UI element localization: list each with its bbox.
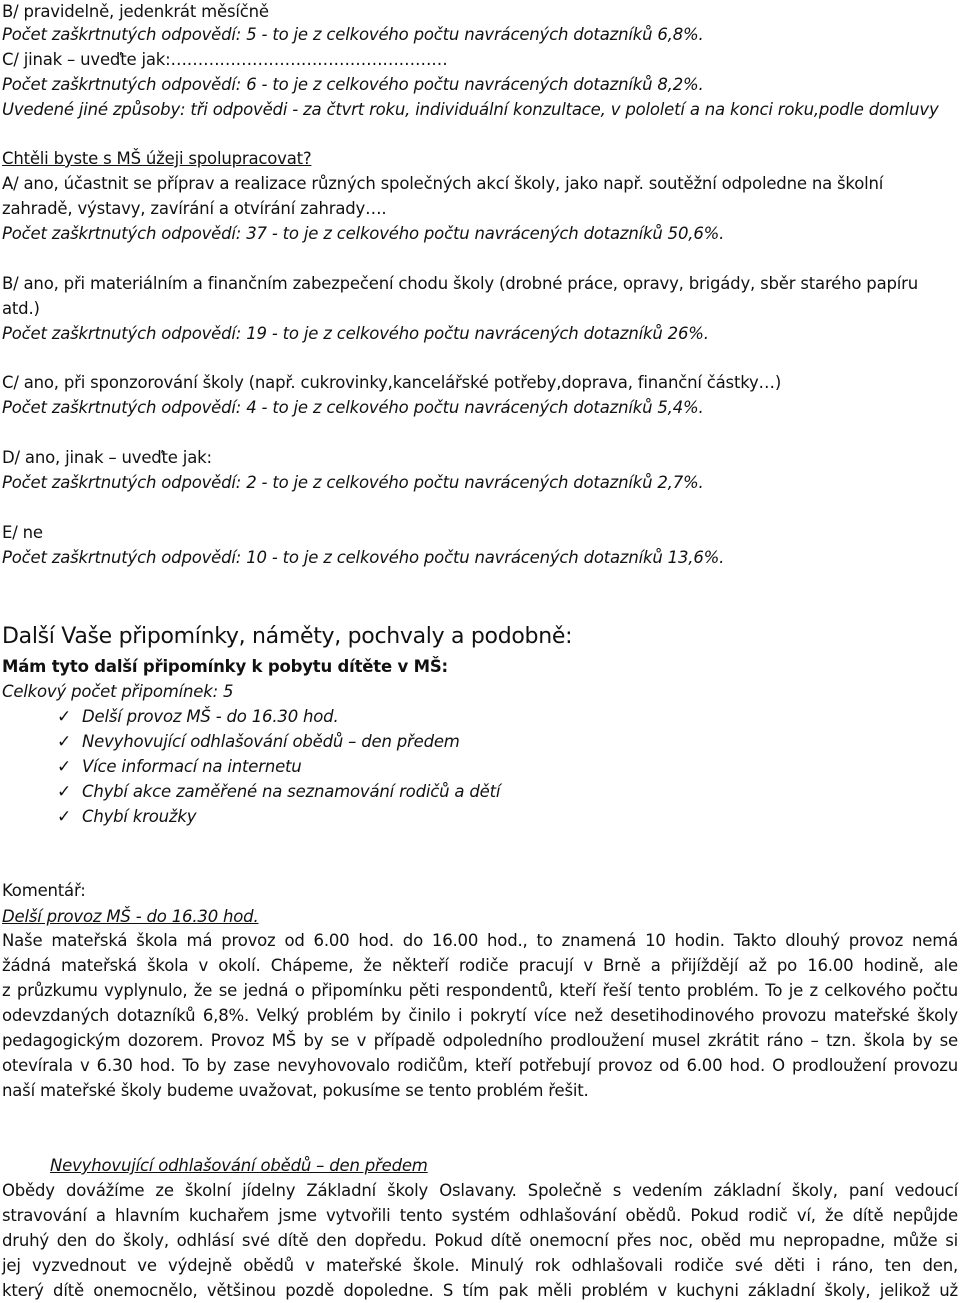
list-item: Delší provoz MŠ - do 16.30 hod. <box>82 707 339 726</box>
answer-b-line-1: B/ ano, při materiálním a finančním zabezpečení chodu školy (drobné práce, opravy, brigády, sběr starého papíru <box>2 274 918 293</box>
check-icon: ✓ <box>57 807 72 827</box>
paragraph-line: naší mateřské školy budeme uvažovat, pokusíme se tento problém řešit. <box>2 1081 589 1100</box>
list-item: Nevyhovující odhlašování obědů – den předem <box>82 732 460 751</box>
check-icon: ✓ <box>57 782 72 802</box>
paragraph-line: druhý den do školy, odhlásí své dítě den dopředu. Pokud dítě onemocní přes noc, oběd mu nepropadne, může si <box>2 1231 958 1250</box>
answer-c-count: Počet zaškrtnutých odpovědí: 4 - to je z celkového počtu navrácených dotazníků 5,4%. <box>2 398 704 417</box>
option-b-line: B/ pravidelně, jedenkrát měsíčně <box>2 2 269 21</box>
answer-e-line: E/ ne <box>2 523 43 542</box>
answer-d-count: Počet zaškrtnutých odpovědí: 2 - to je z celkového počtu navrácených dotazníků 2,7%. <box>2 473 704 492</box>
remarks-subheading: Mám tyto další připomínky k pobytu dítěte v MŠ: <box>2 657 448 676</box>
comment-topic-1: Delší provoz MŠ - do 16.30 hod. <box>2 907 259 926</box>
answer-d-line: D/ ano, jinak – uveďte jak: <box>2 448 212 467</box>
check-icon: ✓ <box>57 732 72 752</box>
count-c-line: Počet zaškrtnutých odpovědí: 6 - to je z celkového počtu navrácených dotazníků 8,2%. <box>2 75 704 94</box>
paragraph-line: který dítě onemocnělo, většinou pozdě dopoledne. S tím pak měli problém v kuchyni základní školy, jelikož už <box>2 1281 958 1300</box>
question-title: Chtěli byste s MŠ úžeji spolupracovat? <box>2 149 312 168</box>
list-item: Chybí kroužky <box>82 807 197 826</box>
paragraph-line: otevírala v 6.30 hod. To by zase nevyhovovalo rodičům, kteří potřebují provoz od 6.00 hod. O prodloužení provozu <box>2 1056 958 1075</box>
answer-e-count: Počet zaškrtnutých odpovědí: 10 - to je z celkového počtu navrácených dotazníků 13,6%. <box>2 548 725 567</box>
comment-label: Komentář: <box>2 881 86 900</box>
answer-b-line-2: atd.) <box>2 299 40 318</box>
answer-a-line-2: zahradě, výstavy, zavírání a otvírání zahrady…. <box>2 199 387 218</box>
answer-a-count: Počet zaškrtnutých odpovědí: 37 - to je z celkového počtu navrácených dotazníků 50,6%. <box>2 224 725 243</box>
paragraph-line: odevzdaných dotazníků 6,8%. Velký problém by činilo i pokrytí více než desetihodinového provozu mateřské školy <box>2 1006 958 1025</box>
check-icon: ✓ <box>57 707 72 727</box>
list-item: Chybí akce zaměřené na seznamování rodičů a dětí <box>82 782 501 801</box>
remarks-heading: Další Vaše připomínky, náměty, pochvaly a podobně: <box>2 624 573 649</box>
paragraph-line: stravování a hlavním kuchařem jsme vytvořili tento systém odhlašování obědů. Pokud rodič ví, že dítě nepůjde <box>2 1206 958 1225</box>
answer-c-line: C/ ano, při sponzorování školy (např. cukrovinky,kancelářské potřeby,doprava, finanční částky…) <box>2 373 782 392</box>
answer-a-line-1: A/ ano, účastnit se příprav a realizace různých společných akcí školy, jako např. soutěžní odpoledne na školní <box>2 174 884 193</box>
count-b-line: Počet zaškrtnutých odpovědí: 5 - to je z celkového počtu navrácených dotazníků 6,8%. <box>2 25 704 44</box>
paragraph-line: pedagogickým dozorem. Provoz MŠ by se v případě odpoledního prodloužení musel zkrátit ráno – tzn. škola by se <box>2 1031 958 1050</box>
paragraph-line: jej vyzvednout ve výdejně obědů v mateřské škole. Minulý rok odhlašovali rodiče své děti i ráno, ten den, <box>2 1256 958 1275</box>
answer-b-count: Počet zaškrtnutých odpovědí: 19 - to je z celkového počtu navrácených dotazníků 26%. <box>2 324 709 343</box>
paragraph-line: z průzkumu vyplynulo, že se jedná o připomínku pěti respondentů, kteří řeší tento problém. To je z celkového počtu <box>2 981 958 1000</box>
option-c-line: C/ jinak – uveďte jak:…………………………………………… <box>2 50 448 69</box>
paragraph-line: žádná mateřská škola v okolí. Chápeme, že někteří rodiče pracují v Brně a přijíždějí až po 16.00 hodině, ale <box>2 956 958 975</box>
list-item: Více informací na internetu <box>82 757 302 776</box>
other-ways-line: Uvedené jiné způsoby: tři odpovědi - za čtvrt roku, individuální konzultace, v pololetí a na konci roku,podle domluvy <box>2 100 939 119</box>
paragraph-line: Obědy dovážíme ze školní jídelny Základní školy Oslavany. Společně s vedením základní školy, paní vedoucí <box>2 1181 958 1200</box>
comment-topic-2: Nevyhovující odhlašování obědů – den předem <box>50 1156 428 1175</box>
check-icon: ✓ <box>57 757 72 777</box>
paragraph-line: Naše mateřská škola má provoz od 6.00 hod. do 16.00 hod., to znamená 10 hodin. Takto dlouhý provoz nemá <box>2 931 958 950</box>
remarks-total: Celkový počet připomínek: 5 <box>2 682 234 701</box>
